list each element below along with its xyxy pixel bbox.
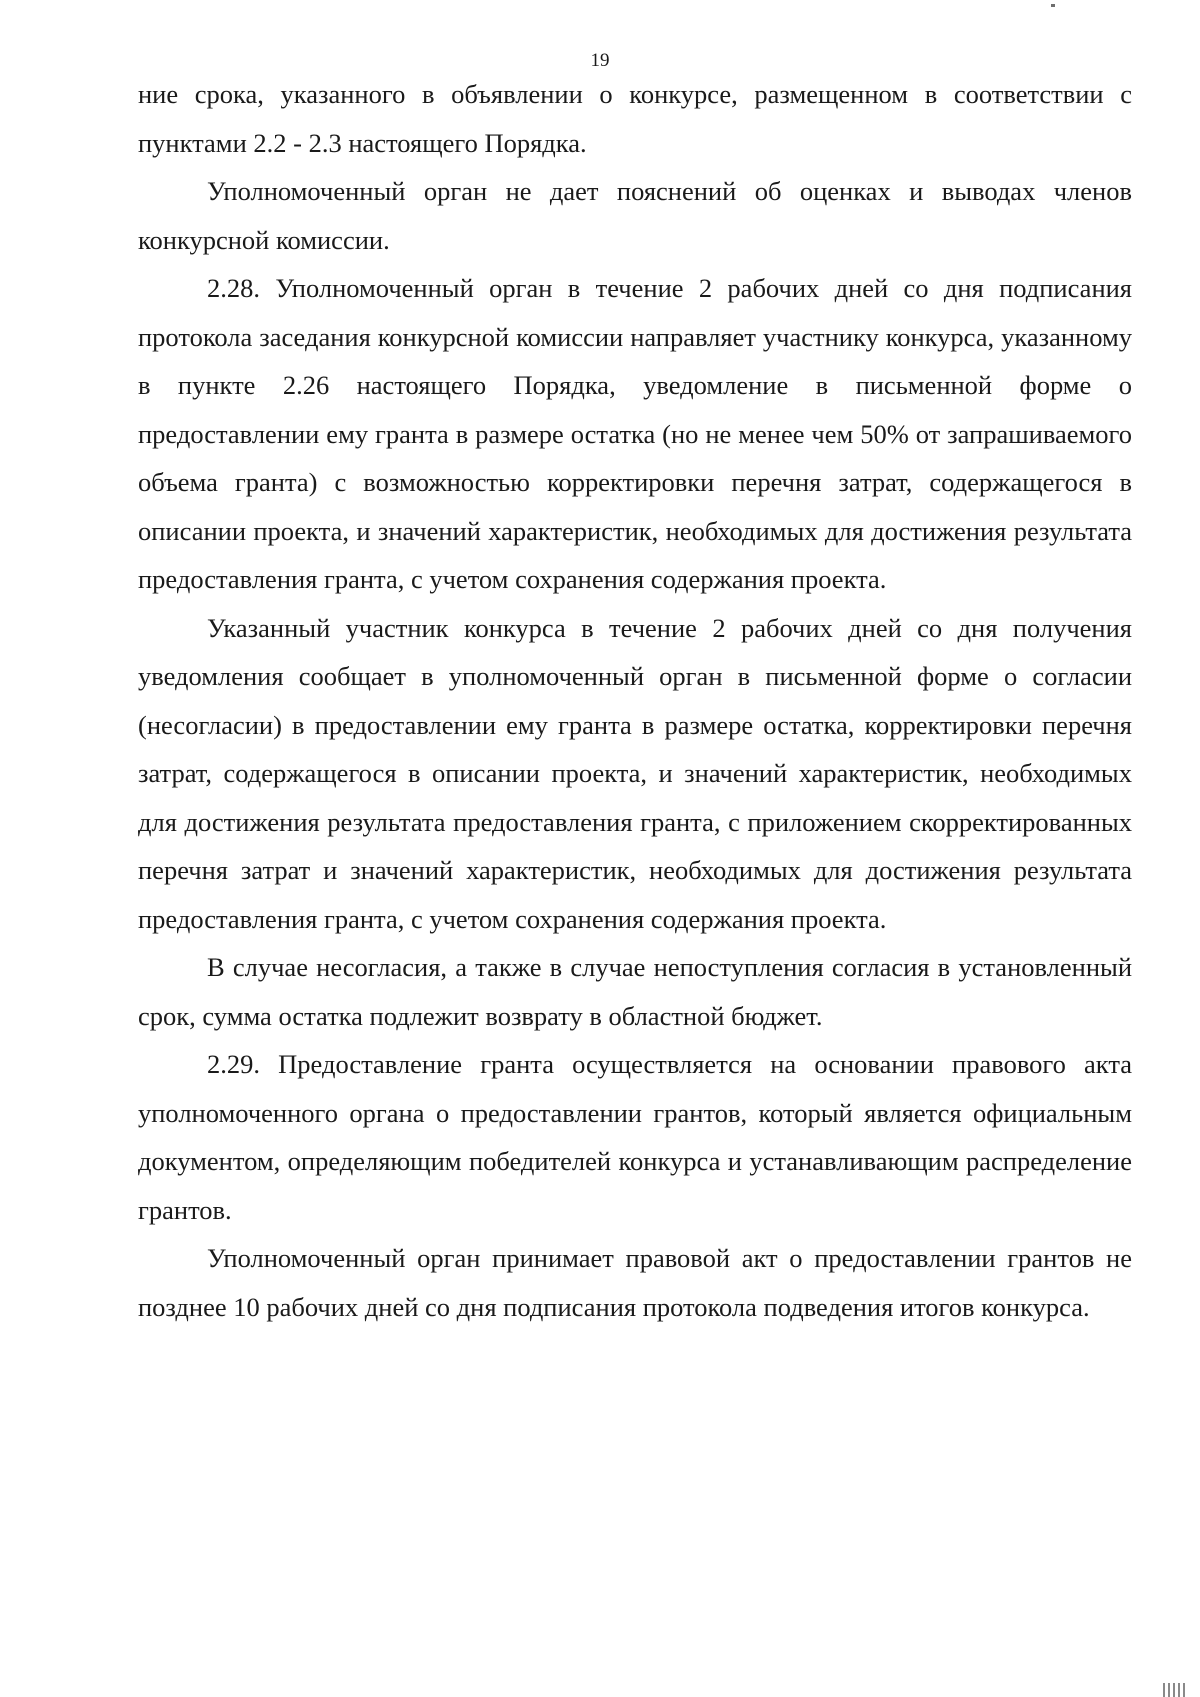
paragraph: В случае несогласия, а также в случае непоступления согласия в установленный срок, сумма остатка подлежит возврату в областной бюджет. <box>138 952 1132 1031</box>
paragraph: Уполномоченный орган принимает правовой акт о предоставлении грантов не позднее 10 рабочих дней со дня подписания протокола подведения итогов конкурса. <box>138 1243 1132 1322</box>
page-number: 19 <box>590 50 610 71</box>
scan-mark <box>1051 4 1055 7</box>
paragraph-continuation: ние срока, указанного в объявлении о конкурсе, размещенном в соответствии с пунктами 2.2 - 2.3 настоящего Порядка. <box>138 79 1132 158</box>
paragraph: Уполномоченный орган не дает пояснений об оценках и выводах членов конкурсной комиссии. <box>138 176 1132 255</box>
document-body <box>138 70 1132 1331</box>
paragraph-clause-2-28: 2.28. Уполномоченный орган в течение 2 рабочих дней со дня подписания протокола заседания конкурсной комиссии направляет участнику конкурса, указанному в пункте 2.26 настоящего Порядка, уведомление в письменной форме о предоставлении ему гранта в размере остатка (но не менее чем 50% от запрашиваемого объема гранта) с возможностью корректировки перечня затрат, содержащегося в описании проекта, и значений характеристик, необходимых для достижения результата предоставления гранта, с учетом сохранения содержания проекта. <box>138 273 1132 594</box>
paragraph: Указанный участник конкурса в течение 2 рабочих дней со дня получения уведомления сообщает в уполномоченный орган в письменной форме о согласии (несогласии) в предоставлении ему гранта в размере остатка, корректировки перечня затрат, содержащегося в описании проекта, и значений характеристик, необходимых для достижения результата предоставления гранта, с приложением скорректированных перечня затрат и значений характеристик, необходимых для достижения результата предоставления гранта, с учетом сохранения содержания проекта. <box>138 612 1132 934</box>
paragraph-clause-2-29: 2.29. Предоставление гранта осуществляется на основании правового акта уполномоченного органа о предоставлении грантов, который является официальным документом, определяющим победителей конкурса и устанавливающим распределение грантов. <box>138 1049 1132 1225</box>
scan-mark <box>1163 1683 1185 1697</box>
